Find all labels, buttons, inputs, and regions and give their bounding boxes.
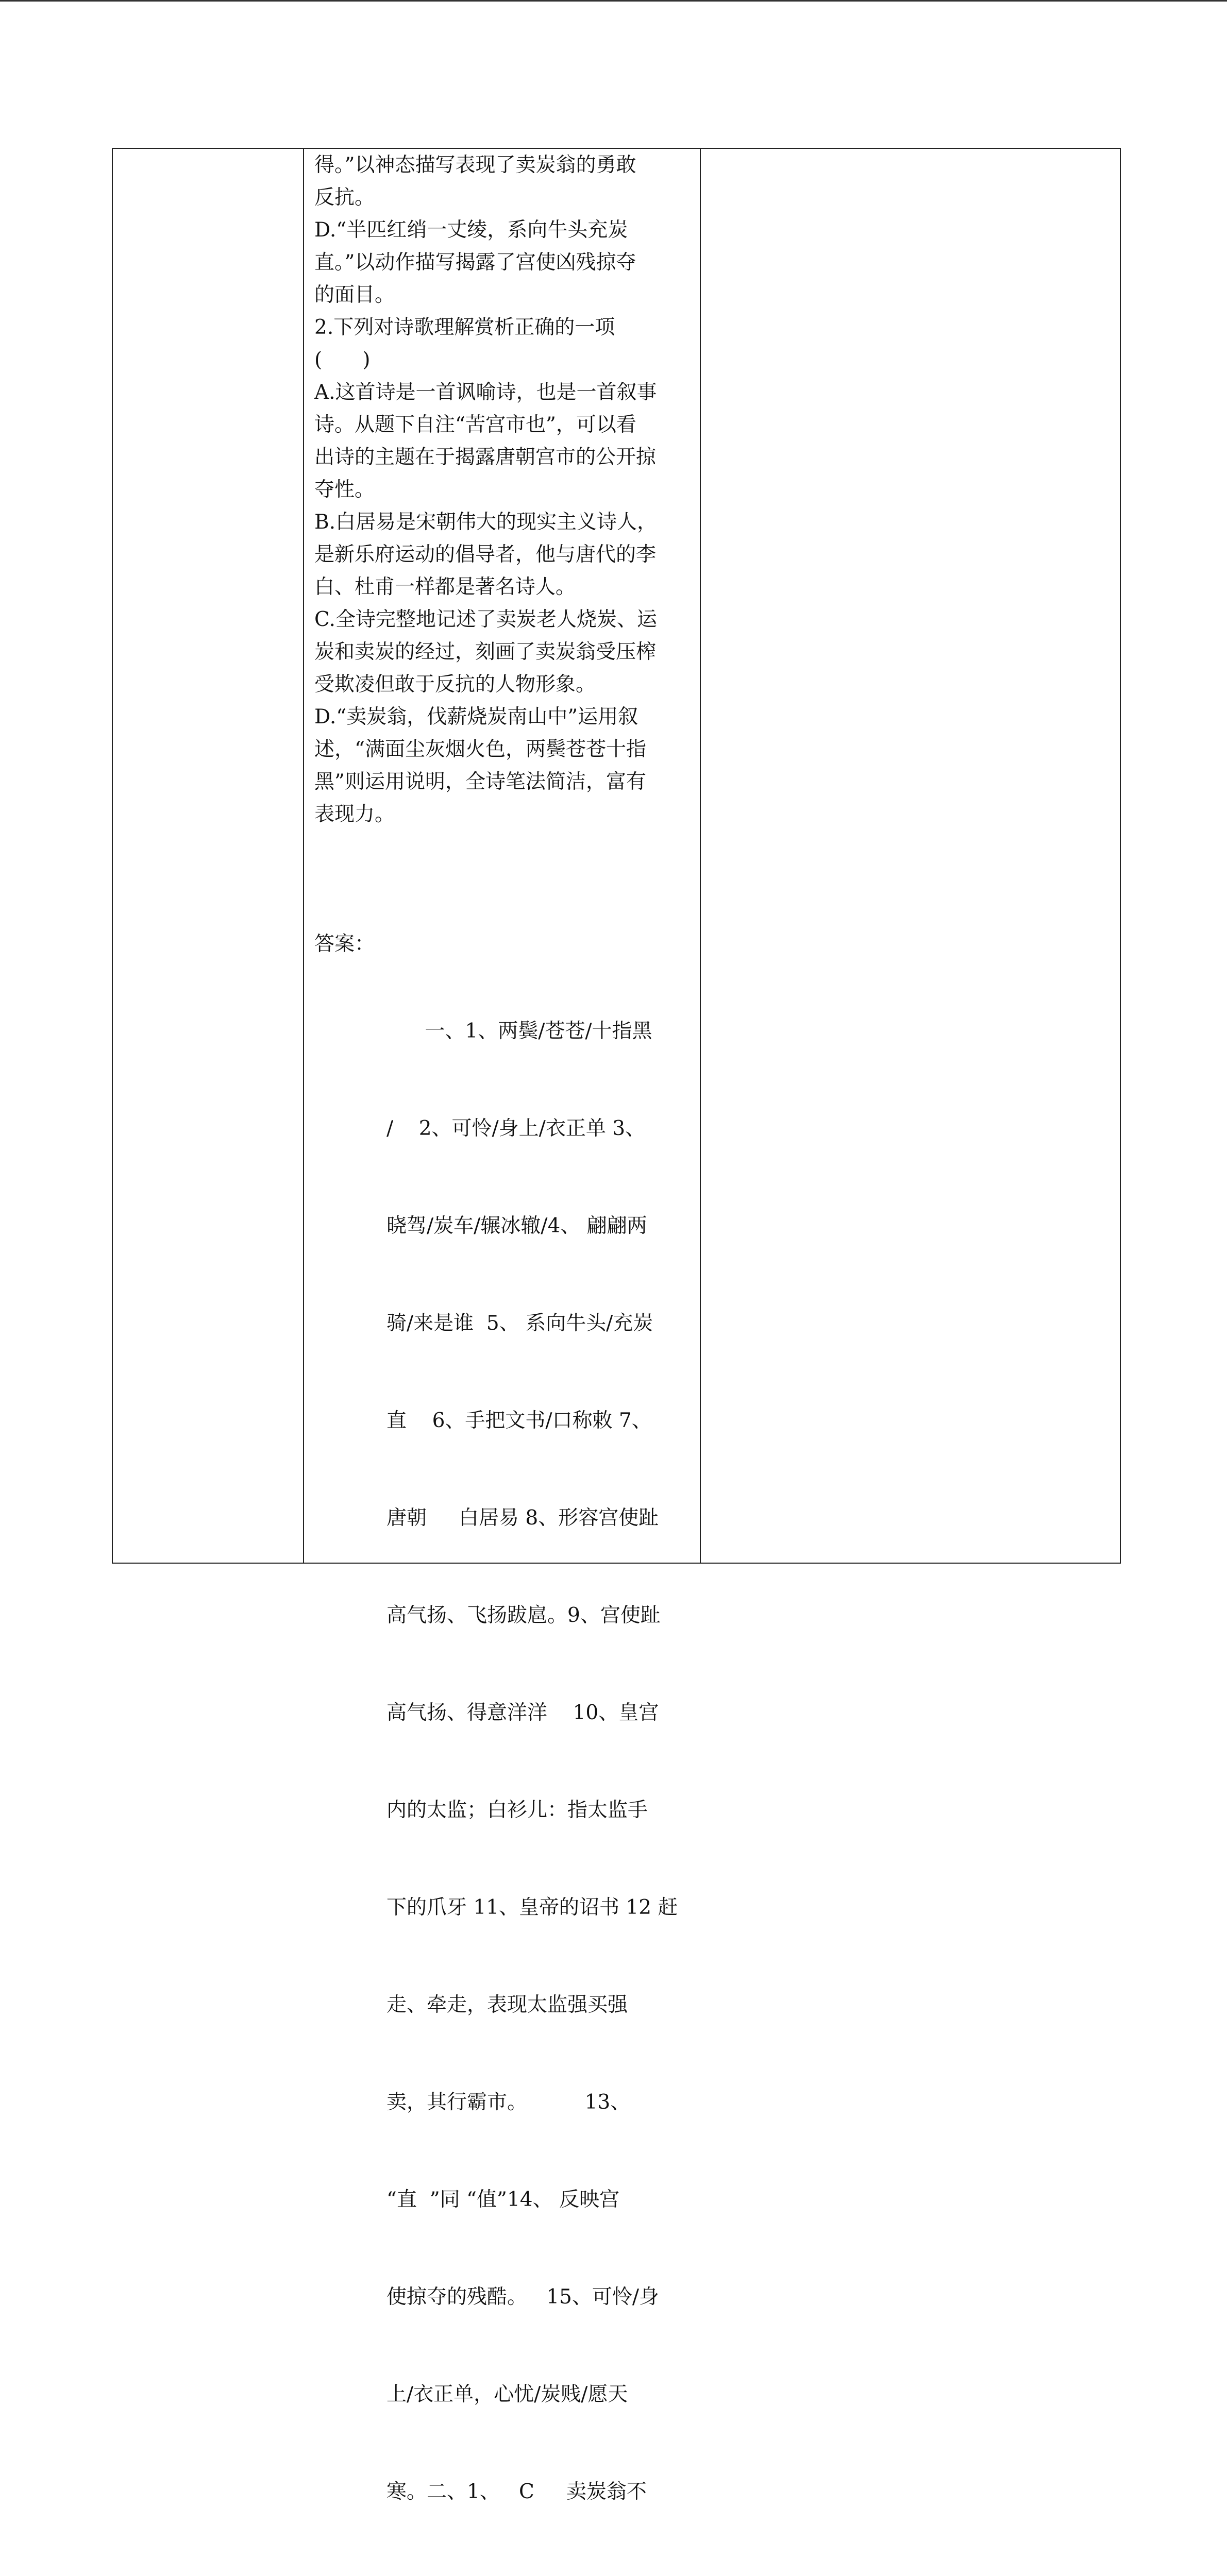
question-line: C.全诗完整地记述了卖炭老人烧炭、运 — [314, 608, 657, 631]
question-line: 的面目。 — [314, 283, 395, 307]
question-line: 表现力。 — [314, 803, 395, 826]
question-line: 反抗。 — [314, 186, 375, 209]
question-line: 述，“满面尘灰烟火色，两鬓苍苍十指 — [314, 738, 646, 761]
answer-line: “直 ”同 “值”14、 反映宫 — [386, 2188, 619, 2211]
document-table — [112, 148, 1121, 2503]
question-line: D.“卖炭翁，伐薪烧炭南山中”运用叙 — [314, 705, 638, 728]
answer-line: 卖，其行霸市。 13、 — [386, 2091, 631, 2114]
question-line: ( ) — [314, 348, 371, 371]
question-line: 是新乐府运动的倡导者，他与唐代的李 — [314, 543, 657, 566]
question-line: D.“半匹红绡一丈绫，系向牛头充炭 — [314, 218, 628, 242]
middle-column — [314, 149, 709, 2503]
page-top-border — [0, 0, 1227, 2]
answer-line: 走、牵走，表现太监强买强 — [386, 1993, 628, 2016]
question-line: 黑”则运用说明，全诗笔法简洁，富有 — [314, 770, 646, 793]
question-line: 受欺凌但敢于反抗的人物形象。 — [314, 673, 596, 696]
answer-text — [386, 950, 696, 2576]
answer-line: 寒。二、1、 C 卖炭翁不 — [386, 2480, 647, 2503]
answer-line: / 2、可怜/身上/衣正单 3、 — [386, 1117, 646, 1140]
question-line: 得。”以神态描写表现了卖炭翁的勇敢 — [314, 154, 636, 177]
answer-line: 内的太监；白衫儿：指太监手 — [386, 1799, 648, 1822]
answer-line: 晓驾/炭车/辗冰辙/4、 翩翩两 — [386, 1214, 647, 1238]
answer-line: 唐朝 白居易 8、形容宫使趾 — [386, 1506, 659, 1530]
answer-label: 答案： — [314, 933, 375, 956]
question-line: 诗。从题下自注“苦宫市也”，可以看 — [314, 413, 636, 436]
question-line: B.白居易是宋朝伟大的现实主义诗人， — [314, 511, 658, 534]
question-line: A.这首诗是一首讽喻诗，也是一首叙事 — [314, 381, 657, 404]
question-line: 出诗的主题在于揭露唐朝宫市的公开掠 — [314, 446, 657, 469]
answer-line: 高气扬、飞扬跋扈。9、宫使趾 — [386, 1604, 661, 1627]
answer-line: 高气扬、得意洋洋 10、皇宫 — [386, 1701, 659, 1724]
question-text — [314, 149, 696, 960]
answer-line — [386, 2573, 696, 2576]
answer-line: 骑/来是谁 5、 系向牛头/充炭 — [386, 1312, 653, 1335]
question-line: 夺性。 — [314, 478, 375, 501]
question-line: 炭和卖炭的经过，刻画了卖炭翁受压榨 — [314, 640, 657, 664]
answer-line: 使掠夺的残酷。 15、可怜/身 — [386, 2285, 659, 2309]
column-divider-1 — [303, 149, 304, 1563]
answer-line: 一、1、两鬓/苍苍/十指黑 — [386, 1020, 652, 1043]
question-line: 直。”以动作描写揭露了宫使凶残掠夺 — [314, 251, 636, 274]
answer-line: 上/衣正单，心忧/炭贱/愿天 — [386, 2383, 628, 2406]
answer-line: 直 6、手把文书/口称敕 7、 — [386, 1409, 652, 1432]
question-line: 2.下列对诗歌理解赏析正确的一项 — [314, 316, 615, 339]
answer-line: 下的爪牙 11、皇帝的诏书 12 赶 — [386, 1896, 678, 1919]
question-line: 白、杜甫一样都是著名诗人。 — [314, 575, 576, 599]
